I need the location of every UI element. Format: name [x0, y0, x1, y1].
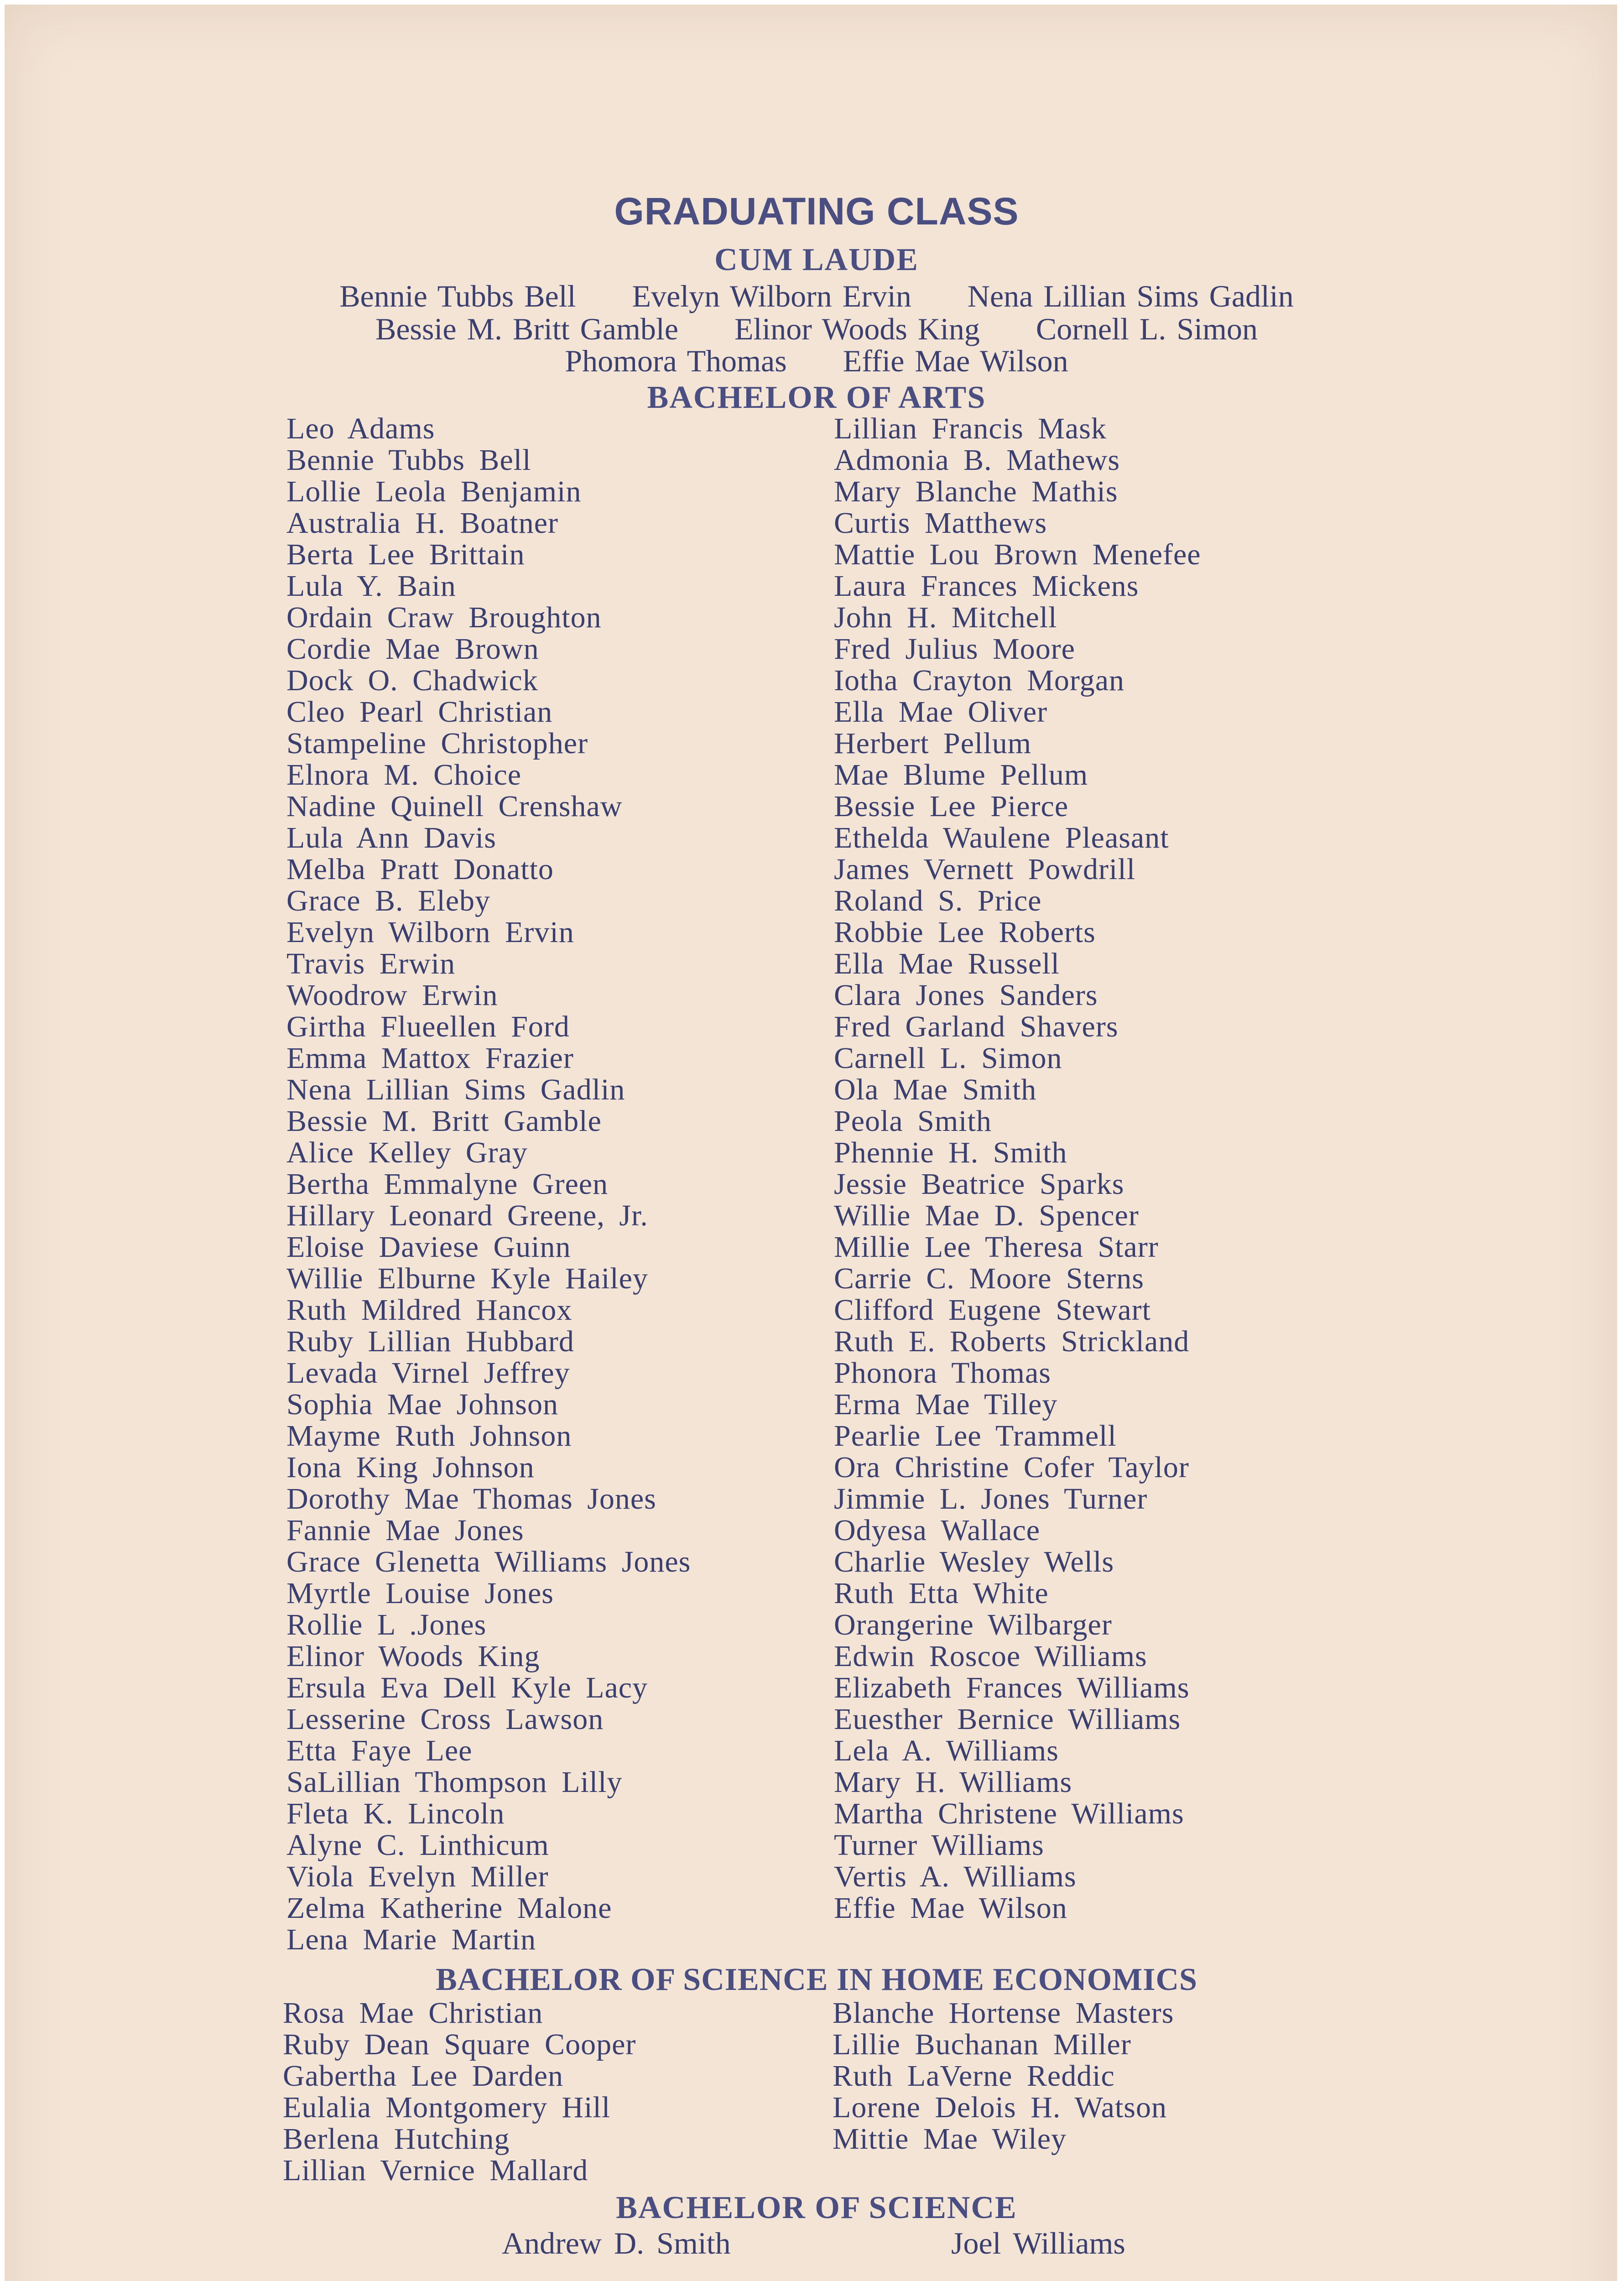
- graduate-name: Peola Smith: [834, 1104, 992, 1138]
- cum-laude-name: Bessie M. Britt Gamble: [375, 312, 678, 346]
- cum-laude-heading: CUM LAUDE: [714, 242, 919, 277]
- graduate-name: Levada Virnel Jeffrey: [286, 1356, 570, 1390]
- graduate-name: Ruth LaVerne Reddic: [833, 2059, 1115, 2093]
- graduate-name: Cordie Mae Brown: [286, 632, 539, 666]
- cum-laude-line-3: [5, 343, 1624, 379]
- cum-laude-line-2: [5, 311, 1624, 347]
- graduate-name: James Vernett Powdrill: [834, 853, 1136, 886]
- graduate-name: Robbie Lee Roberts: [834, 916, 1096, 949]
- graduate-name: Dorothy Mae Thomas Jones: [286, 1482, 656, 1515]
- program-page: [5, 5, 1617, 2281]
- graduate-name: Evelyn Wilborn Ervin: [286, 916, 574, 949]
- graduate-name: Roland S. Price: [834, 884, 1042, 917]
- graduate-name: Blanche Hortense Masters: [833, 1996, 1174, 2030]
- graduate-name: Millie Lee Theresa Starr: [834, 1230, 1159, 1264]
- graduate-name: Jimmie L. Jones Turner: [834, 1482, 1148, 1515]
- graduate-name: Euesther Bernice Williams: [834, 1703, 1181, 1736]
- graduate-name: Orangerine Wilbarger: [834, 1608, 1112, 1641]
- graduate-name: Rosa Mae Christian: [283, 1996, 543, 2030]
- graduate-name: Dock O. Chadwick: [286, 664, 538, 697]
- graduate-name: Ruth Etta White: [834, 1577, 1049, 1610]
- graduate-name: Lorene Delois H. Watson: [833, 2091, 1167, 2124]
- graduate-name: Eloise Daviese Guinn: [286, 1230, 571, 1264]
- graduate-name: Jessie Beatrice Sparks: [834, 1167, 1124, 1201]
- graduate-name: Carrie C. Moore Sterns: [834, 1262, 1144, 1295]
- graduate-name: Fleta K. Lincoln: [286, 1797, 505, 1830]
- graduate-name: Erma Mae Tilley: [834, 1388, 1058, 1421]
- graduate-name: Ordain Craw Broughton: [286, 601, 602, 634]
- bs-name: Andrew D. Smith: [502, 2226, 731, 2260]
- graduate-name: Turner Williams: [834, 1828, 1044, 1862]
- graduate-name: Grace Glenetta Williams Jones: [286, 1545, 691, 1578]
- page-title: GRADUATING CLASS: [614, 190, 1019, 233]
- graduate-name: Elizabeth Frances Williams: [834, 1671, 1190, 1704]
- graduate-name: Martha Christene Williams: [834, 1797, 1184, 1830]
- graduate-name: Phonora Thomas: [834, 1356, 1051, 1390]
- home-economics-right-column: [833, 1997, 1174, 2155]
- graduate-name: Mattie Lou Brown Menefee: [834, 538, 1201, 571]
- graduate-name: Lollie Leola Benjamin: [286, 475, 582, 508]
- graduate-name: Bessie Lee Pierce: [834, 790, 1069, 823]
- graduate-name: Mary H. Williams: [834, 1765, 1072, 1799]
- graduate-name: Ora Christine Cofer Taylor: [834, 1451, 1189, 1484]
- graduate-name: Ruth E. Roberts Strickland: [834, 1325, 1190, 1358]
- graduate-name: Clara Jones Sanders: [834, 979, 1098, 1012]
- graduate-name: Fannie Mae Jones: [286, 1514, 524, 1547]
- graduate-name: Mittie Mae Wiley: [833, 2122, 1067, 2156]
- cum-laude-name: Elinor Woods King: [734, 312, 980, 346]
- graduate-name: Melba Pratt Donatto: [286, 853, 554, 886]
- graduate-name: Hillary Leonard Greene, Jr.: [286, 1199, 648, 1232]
- cum-laude-line-1: [5, 278, 1624, 314]
- graduate-name: Lesserine Cross Lawson: [286, 1703, 604, 1736]
- graduate-name: Ethelda Waulene Pleasant: [834, 821, 1169, 854]
- graduate-name: Lillian Vernice Mallard: [283, 2154, 588, 2187]
- graduate-name: Laura Frances Mickens: [834, 569, 1139, 603]
- graduate-name: Eulalia Montgomery Hill: [283, 2091, 611, 2124]
- home-economics-left-column: [283, 1997, 636, 2186]
- graduate-name: Emma Mattox Frazier: [286, 1042, 574, 1075]
- graduate-name: Ersula Eva Dell Kyle Lacy: [286, 1671, 648, 1704]
- graduate-name: Zelma Katherine Malone: [286, 1891, 612, 1925]
- graduate-name: Ruth Mildred Hancox: [286, 1293, 573, 1327]
- graduate-name: Willie Mae D. Spencer: [834, 1199, 1139, 1232]
- graduate-name: SaLillian Thompson Lilly: [286, 1765, 623, 1799]
- graduate-name: Mae Blume Pellum: [834, 758, 1088, 792]
- graduate-name: Sophia Mae Johnson: [286, 1388, 558, 1421]
- graduate-name: Pearlie Lee Trammell: [834, 1419, 1117, 1453]
- graduate-name: Clifford Eugene Stewart: [834, 1293, 1151, 1327]
- graduate-name: Berta Lee Brittain: [286, 538, 525, 571]
- cum-laude-name: Effie Mae Wilson: [843, 344, 1068, 378]
- bachelor-of-arts-left-column: [286, 413, 691, 1955]
- graduate-name: Lula Ann Davis: [286, 821, 496, 854]
- graduate-name: Charlie Wesley Wells: [834, 1545, 1114, 1578]
- graduate-name: Edwin Roscoe Williams: [834, 1640, 1147, 1673]
- graduate-name: Odyesa Wallace: [834, 1514, 1041, 1547]
- graduate-name: Ella Mae Russell: [834, 947, 1060, 980]
- cum-laude-name: Nena Lillian Sims Gadlin: [967, 279, 1294, 313]
- graduate-name: Bennie Tubbs Bell: [286, 443, 531, 477]
- graduate-name: Willie Elburne Kyle Hailey: [286, 1262, 648, 1295]
- graduate-name: Phennie H. Smith: [834, 1136, 1067, 1169]
- graduate-name: Leo Adams: [286, 412, 435, 445]
- graduate-name: Lena Marie Martin: [286, 1923, 536, 1956]
- graduate-name: Grace B. Eleby: [286, 884, 490, 917]
- graduate-name: Elnora M. Choice: [286, 758, 522, 792]
- graduate-name: Elinor Woods King: [286, 1640, 540, 1673]
- cum-laude-name: Evelyn Wilborn Ervin: [632, 279, 911, 313]
- graduate-name: Curtis Matthews: [834, 506, 1047, 540]
- graduate-name: Lula Y. Bain: [286, 569, 456, 603]
- graduate-name: Bessie M. Britt Gamble: [286, 1104, 602, 1138]
- graduate-name: Admonia B. Mathews: [834, 443, 1120, 477]
- graduate-name: Fred Garland Shavers: [834, 1010, 1119, 1043]
- graduate-name: Mary Blanche Mathis: [834, 475, 1118, 508]
- cum-laude-name: Cornell L. Simon: [1036, 312, 1258, 346]
- graduate-name: Vertis A. Williams: [834, 1860, 1077, 1893]
- graduate-name: Ola Mae Smith: [834, 1073, 1037, 1106]
- graduate-name: Lela A. Williams: [834, 1734, 1059, 1767]
- graduate-name: John H. Mitchell: [834, 601, 1057, 634]
- graduate-name: Lillian Francis Mask: [834, 412, 1107, 445]
- graduate-name: Cleo Pearl Christian: [286, 695, 553, 729]
- bachelor-of-arts-heading: BACHELOR OF ARTS: [647, 380, 986, 415]
- bachelor-of-arts-right-column: [834, 413, 1201, 1924]
- graduate-name: Gabertha Lee Darden: [283, 2059, 563, 2093]
- graduate-name: Alice Kelley Gray: [286, 1136, 528, 1169]
- graduate-name: Etta Faye Lee: [286, 1734, 473, 1767]
- graduate-name: Alyne C. Linthicum: [286, 1828, 549, 1862]
- graduate-name: Bertha Emmalyne Green: [286, 1167, 609, 1201]
- graduate-name: Iotha Crayton Morgan: [834, 664, 1125, 697]
- graduate-name: Myrtle Louise Jones: [286, 1577, 554, 1610]
- graduate-name: Ruby Lillian Hubbard: [286, 1325, 574, 1358]
- graduate-name: Effie Mae Wilson: [834, 1891, 1067, 1925]
- graduate-name: Iona King Johnson: [286, 1451, 535, 1484]
- graduate-name: Australia H. Boatner: [286, 506, 559, 540]
- bs-name: Joel Williams: [951, 2226, 1125, 2260]
- graduate-name: Rollie L .Jones: [286, 1608, 487, 1641]
- graduate-name: Mayme Ruth Johnson: [286, 1419, 572, 1453]
- cum-laude-name: Bennie Tubbs Bell: [339, 279, 576, 313]
- graduate-name: Herbert Pellum: [834, 727, 1032, 760]
- graduate-name: Nena Lillian Sims Gadlin: [286, 1073, 625, 1106]
- graduate-name: Stampeline Christopher: [286, 727, 588, 760]
- graduate-name: Fred Julius Moore: [834, 632, 1075, 666]
- cum-laude-name: Phomora Thomas: [565, 344, 787, 378]
- graduate-name: Berlena Hutching: [283, 2122, 510, 2156]
- graduate-name: Travis Erwin: [286, 947, 456, 980]
- graduate-name: Ella Mae Oliver: [834, 695, 1048, 729]
- graduate-name: Ruby Dean Square Cooper: [283, 2028, 636, 2061]
- graduate-name: Lillie Buchanan Miller: [833, 2028, 1131, 2061]
- graduate-name: Carnell L. Simon: [834, 1042, 1062, 1075]
- home-economics-heading: BACHELOR OF SCIENCE IN HOME ECONOMICS: [436, 1962, 1197, 1997]
- graduate-name: Viola Evelyn Miller: [286, 1860, 549, 1893]
- graduate-name: Woodrow Erwin: [286, 979, 498, 1012]
- bachelor-of-science-heading: BACHELOR OF SCIENCE: [616, 2190, 1017, 2225]
- graduate-name: Girtha Flueellen Ford: [286, 1010, 570, 1043]
- graduate-name: Nadine Quinell Crenshaw: [286, 790, 623, 823]
